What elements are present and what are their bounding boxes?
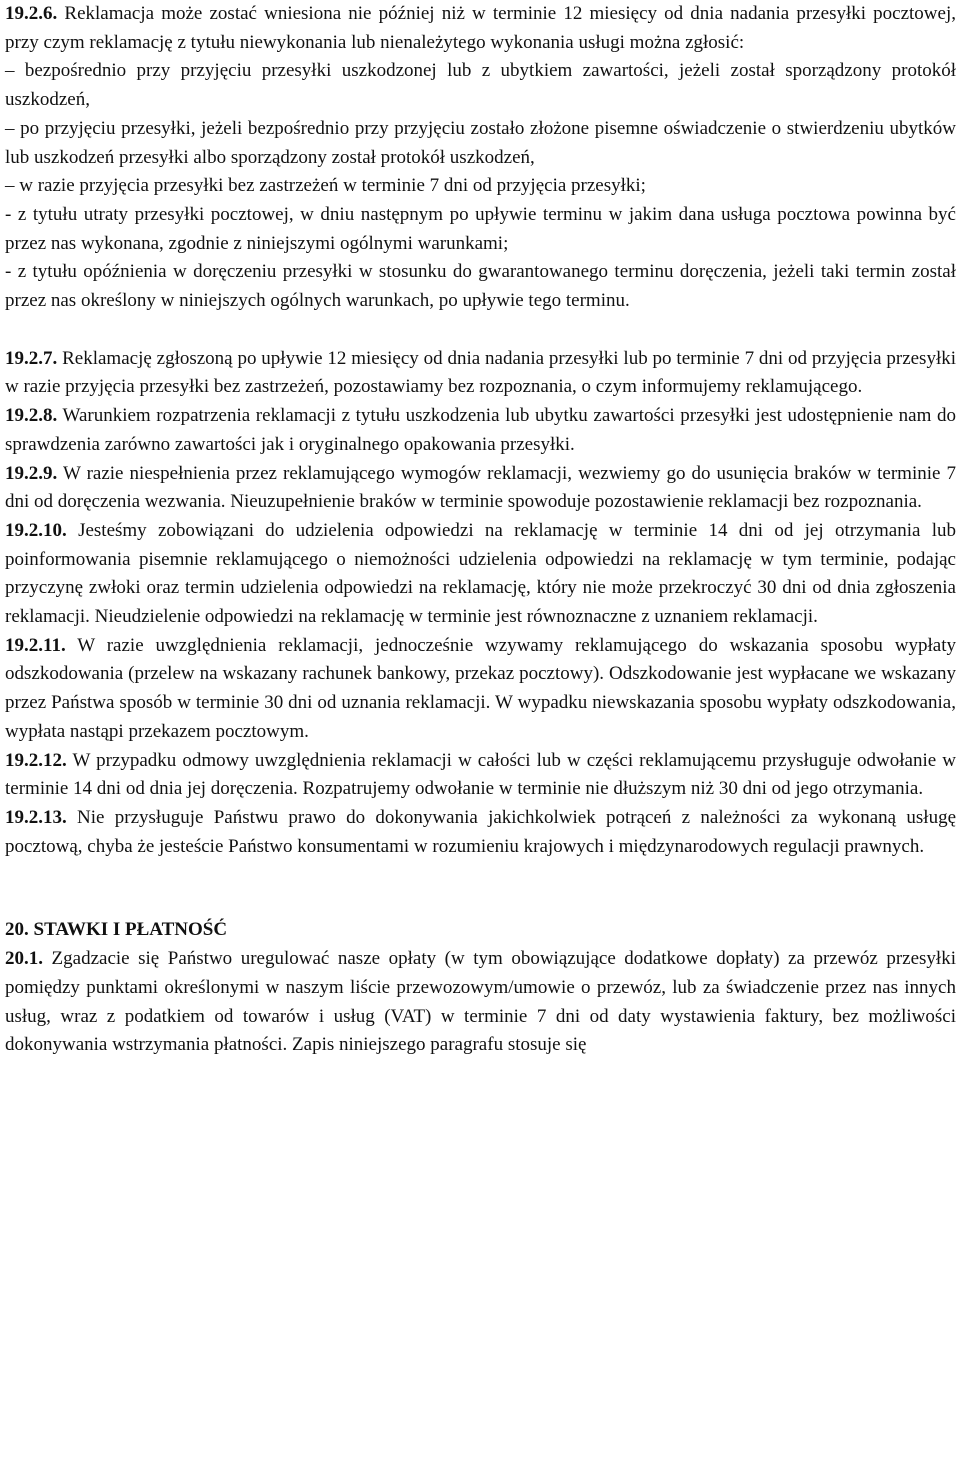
section-number: 19.2.10.: [5, 519, 67, 541]
paragraph-19-2-8: [5, 402, 956, 459]
paragraph-text: W razie uwzględnienia reklamacji, jednocześnie wzywamy reklamującego do wskazania sposobu wypłaty odszkodowania (przelew na wskazany rachunek bankowy, przekaz pocztowy). Odszkodowanie jest wypłacane we wskazany przez Państwa sposób w terminie 30 dni od uznania reklamacji. W wypadku niewskazania sposobu wypłaty odszkodowania, wypłata nastąpi przekazem pocztowym.: [5, 634, 956, 742]
spacer: [5, 316, 956, 345]
paragraph-19-2-6: [5, 0, 956, 57]
section-number: 19.2.8.: [5, 405, 58, 427]
list-item: - z tytułu utraty przesyłki pocztowej, w dniu następnym po upływie terminu w jakim dana usługa pocztowa powinna być przez nas wykonana, zgodnie z niniejszymi ogólnymi warunkami;: [5, 203, 956, 254]
paragraph-19-2-9: [5, 460, 956, 517]
section-number: 19.2.12.: [5, 749, 67, 771]
section-number: 19.2.11.: [5, 634, 66, 656]
list-item: – bezpośrednio przy przyjęciu przesyłki uszkodzonej lub z ubytkiem zawartości, jeżeli został sporządzony protokół uszkodzeń,: [5, 60, 956, 111]
paragraph-text: Jesteśmy zobowiązani do udzielenia odpowiedzi na reklamację w terminie 14 dni od jej otrzymania lub poinformowania pisemnie reklamującego o niemożności udzielenia odpowiedzi na reklamację w tym terminie, podając przyczynę zwłoki oraz termin udzielenia odpowiedzi na reklamację, który nie może przekroczyć 30 dni od dnia zgłoszenia reklamacji. Nieudzielenie odpowiedzi na reklamację w terminie jest równoznaczne z uznaniem reklamacji.: [5, 519, 956, 628]
paragraph-text: Zgadzacie się Państwo uregulować nasze opłaty (w tym obowiązujące dodatkowe dopłaty) za przewóz przesyłki pomiędzy punktami określonymi w naszym liście przewozowym/umowie o przewóz, lub za świadczenie przez nas innych usług, wraz z podatkiem od towarów i usług (VAT) w terminie 7 dni od daty wystawienia faktury, bez możliwości dokonywania wstrzymania płatności. Zapis niniejszego paragrafu stosuje się: [5, 948, 956, 1056]
list-item: - z tytułu opóźnienia w doręczeniu przesyłki w stosunku do gwarantowanego terminu doręczenia, jeżeli taki termin został przez nas określony w niniejszych ogólnych warunkach, po upływie tego terminu.: [5, 261, 956, 312]
paragraph-text: W przypadku odmowy uwzględnienia reklamacji w całości lub w części reklamującemu przysługuje odwołanie w terminie 14 dni od dnia jej doręczenia. Rozpatrujemy odwołanie w terminie nie dłuższym niż 30 dni od jego otrzymania.: [5, 749, 956, 800]
paragraph-19-2-10: [5, 517, 956, 632]
section-number: 19.2.6.: [5, 3, 58, 24]
section-heading: 20. STAWKI I PŁATNOŚĆ: [5, 919, 228, 941]
paragraph-19-2-7: [5, 345, 956, 402]
spacer: [5, 861, 956, 916]
paragraph-19-2-12: [5, 747, 956, 804]
section-number: 19.2.7.: [5, 347, 58, 369]
paragraph-20-1: [5, 945, 956, 1060]
paragraph-text: Reklamację zgłoszoną po upływie 12 miesięcy od dnia nadania przesyłki lub po terminie 7 dni od przyjęcia przesyłki w razie przyjęcia przesyłki bez zastrzeżeń, pozostawiamy bez rozpoznania, o czym informujemy reklamującego.: [5, 347, 957, 398]
paragraph-19-2-11: [5, 632, 956, 747]
paragraph-19-2-13: [5, 804, 956, 861]
section-number: 19.2.9.: [5, 462, 58, 484]
list-item: – w razie przyjęcia przesyłki bez zastrzeżeń w terminie 7 dni od przyjęcia przesyłki;: [5, 175, 646, 197]
section-number: 20.1.: [5, 948, 43, 970]
section-number: 19.2.13.: [5, 806, 67, 828]
list-item: – po przyjęciu przesyłki, jeżeli bezpośrednio przy przyjęciu zostało złożone pisemne oświadczenie o stwierdzeniu ubytków lub uszkodzeń przesyłki albo sporządzony został protokół uszkodzeń,: [5, 117, 956, 168]
paragraph-text: Warunkiem rozpatrzenia reklamacji z tytułu uszkodzenia lub ubytku zawartości przesyłki jest udostępnienie nam do sprawdzenia zarówno zawartości jak i oryginalnego opakowania przesyłki.: [5, 405, 956, 455]
paragraph-text: Nie przysługuje Państwu prawo do dokonywania jakichkolwiek potrąceń z należności za wykonaną usługę pocztową, chyba że jesteście Państwo konsumentami w rozumieniu krajowych i międzynarodowych regulacji prawnych.: [5, 806, 957, 857]
document-page: [5, 0, 956, 1060]
paragraph-text: W razie niespełnienia przez reklamującego wymogów reklamacji, wezwiemy go do usunięcia braków w terminie 7 dni od doręczenia wezwania. Nieuzupełnienie braków w terminie spowoduje pozostawienie reklamacji bez rozpoznania.: [5, 462, 956, 513]
paragraph-text: Reklamacja może zostać wniesiona nie później niż w terminie 12 miesięcy od dnia nadania przesyłki pocztowej, przy czym reklamację z tytułu niewykonania lub nienależytego wykonania usługi można zgłosić:: [5, 3, 956, 53]
